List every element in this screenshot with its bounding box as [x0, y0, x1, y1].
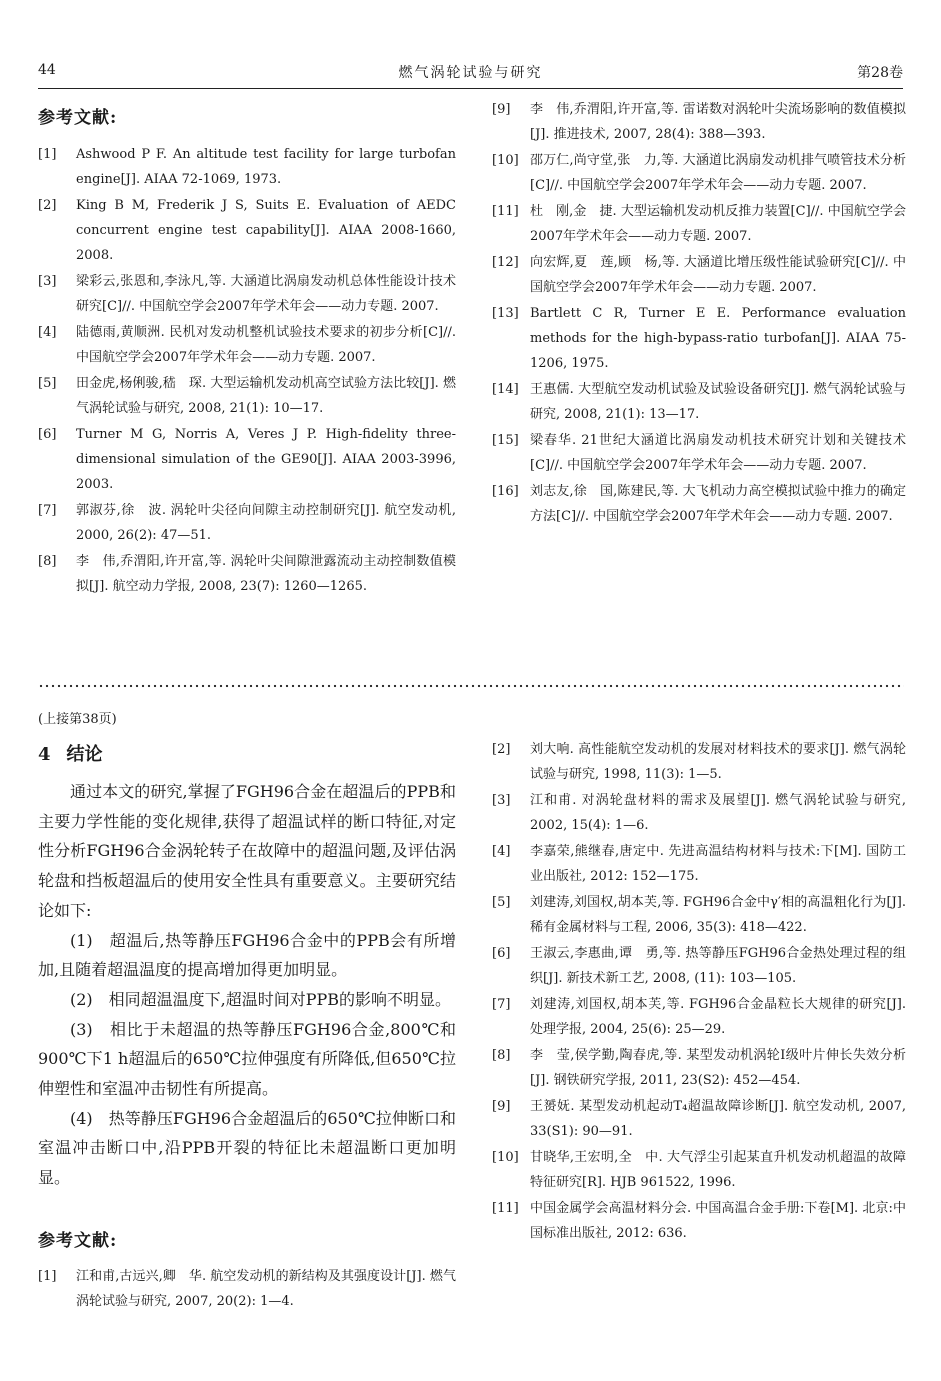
references-heading: 参考文献:: [38, 1231, 118, 1251]
reference-number: [9]: [492, 1099, 511, 1114]
reference-number: [5]: [492, 895, 511, 910]
reference-item: [492, 301, 906, 376]
reference-text: 刘建涛,刘国权,胡本芙,等. FGH96合金晶粒长大规律的研究[J]. 处理学报, 2004, 25(6): 25—29.: [530, 997, 906, 1037]
reference-number: [2]: [492, 742, 511, 757]
reference-number: [6]: [38, 427, 57, 442]
running-header: [38, 62, 903, 84]
section-title: 结论: [66, 744, 103, 765]
reference-item: [492, 788, 906, 838]
paragraph: (2) 相同超温温度下,超温时间对PPB的影响不明显。: [70, 989, 452, 1009]
reference-item: [492, 377, 906, 427]
reference-text: 王赟妩. 某型发动机起动T₄超温故障诊断[J]. 航空发动机, 2007, 33(S1): 90—91.: [530, 1099, 906, 1139]
paragraph: (1) 超温后,热等静压FGH96合金中的PPB会有所增加,且随着超温温度的提高增加得更加明显。: [38, 930, 456, 980]
reference-list: [38, 142, 456, 599]
reference-item: [492, 199, 906, 249]
reference-item: [492, 1043, 906, 1093]
reference-number: [8]: [492, 1048, 511, 1063]
volume-label: 第28卷: [857, 65, 903, 81]
reference-item: [492, 1094, 906, 1144]
conclusion-body: [38, 777, 456, 1193]
reference-number: [4]: [38, 325, 57, 340]
reference-list: [492, 97, 906, 529]
reference-number: [5]: [38, 376, 57, 391]
reference-text: 陆德雨,黄顺洲. 民机对发动机整机试验技术要求的初步分析[C]//. 中国航空学会2007年学术年会——动力专题. 2007.: [76, 325, 456, 365]
reference-number: [12]: [492, 255, 519, 270]
reference-number: [16]: [492, 484, 519, 499]
reference-text: 中国金属学会高温材料分会. 中国高温合金手册:下卷[M]. 北京:中国标准出版社, 2012: 636.: [530, 1201, 906, 1241]
journal-title: 燃气涡轮试验与研究: [398, 65, 543, 81]
reference-text: 梁彩云,张恩和,李泳凡,等. 大涵道比涡扇发动机总体性能设计技术研究[C]//. 中国航空学会2007年学术年会——动力专题. 2007.: [76, 274, 456, 314]
reference-item: [492, 479, 906, 529]
reference-item: [38, 422, 456, 497]
reference-text: Turner M G, Norris A, Veres J P. High-fidelity three-dimensional simulation of the GE90[J]. AIAA 2003-3996, 2003.: [76, 427, 456, 492]
continued-note: (上接第38页): [38, 712, 117, 727]
reference-number: [11]: [492, 204, 519, 219]
reference-text: 江和甫,古远兴,卿 华. 航空发动机的新结构及其强度设计[J]. 燃气涡轮试验与研究, 2007, 20(2): 1—4.: [76, 1269, 456, 1309]
reference-text: 向宏辉,夏 莲,顾 杨,等. 大涵道比增压级性能试验研究[C]//. 中国航空学会2007年学术年会——动力专题. 2007.: [530, 255, 906, 295]
lower-right-column: [492, 737, 906, 1247]
reference-text: 刘志友,徐 国,陈建民,等. 大飞机动力高空模拟试验中推力的确定方法[C]//. 中国航空学会2007年学术年会——动力专题. 2007.: [530, 484, 906, 524]
reference-text: King B M, Frederik J S, Suits E. Evaluation of AEDC concurrent engine test capability[J]. AIAA 2008-1660, 2008.: [76, 198, 456, 263]
reference-text: 刘建涛,刘国权,胡本芙,等. FGH96合金中γ′相的高温粗化行为[J]. 稀有金属材料与工程, 2006, 35(3): 418—422.: [530, 895, 906, 935]
reference-number: [14]: [492, 382, 519, 397]
reference-number: [6]: [492, 946, 511, 961]
reference-number: [3]: [38, 274, 57, 289]
reference-item: [492, 1145, 906, 1195]
reference-item: [492, 97, 906, 147]
header-rule: [38, 88, 903, 89]
reference-item: [492, 148, 906, 198]
lower-left-references: [38, 1264, 456, 1315]
reference-item: [38, 320, 456, 370]
reference-text: 李 莹,侯学勤,陶春虎,等. 某型发动机涡轮Ⅰ级叶片伸长失效分析[J]. 钢铁研究学报, 2011, 23(S2): 452—454.: [530, 1048, 906, 1088]
reference-text: 刘大响. 高性能航空发动机的发展对材料技术的要求[J]. 燃气涡轮试验与研究, 1998, 11(3): 1—5.: [530, 742, 906, 782]
paragraph: (4) 热等静压FGH96合金超温后的650℃拉伸断口和室温冲击断口中,沿PPB开裂的特征比未超温断口更加明显。: [38, 1108, 456, 1188]
reference-text: 梁春华. 21世纪大涵道比涡扇发动机技术研究计划和关键技术[C]//. 中国航空学会2007年学术年会——动力专题. 2007.: [530, 433, 906, 473]
paragraph: (3) 相比于未超温的热等静压FGH96合金,800℃和900℃下1 h超温后的650℃拉伸强度有所降低,但650℃拉伸塑性和室温冲击韧性有所提高。: [38, 1019, 456, 1099]
reference-item: [38, 269, 456, 319]
reference-item: [38, 371, 456, 421]
reference-text: 王淑云,李惠曲,谭 勇,等. 热等静压FGH96合金热处理过程的组织[J]. 新技术新工艺, 2008, (11): 103—105.: [530, 946, 906, 986]
reference-item: [38, 193, 456, 268]
reference-number: [7]: [492, 997, 511, 1012]
reference-list: [38, 1264, 456, 1314]
reference-list: [492, 737, 906, 1246]
section-heading: [38, 740, 103, 766]
reference-item: [492, 737, 906, 787]
references-heading: 参考文献:: [38, 108, 118, 128]
reference-text: 邵万仁,尚守堂,张 力,等. 大涵道比涡扇发动机排气喷管技术分析[C]//. 中国航空学会2007年学术年会——动力专题. 2007.: [530, 153, 906, 193]
reference-number: [10]: [492, 153, 519, 168]
reference-item: [38, 1264, 456, 1314]
reference-number: [3]: [492, 793, 511, 808]
upper-right-column: [492, 97, 906, 530]
reference-text: 王惠儒. 大型航空发动机试验及试验设备研究[J]. 燃气涡轮试验与研究, 2008, 21(1): 13—17.: [530, 382, 906, 422]
reference-item: [492, 428, 906, 478]
reference-number: [8]: [38, 554, 57, 569]
page-number: 44: [38, 62, 56, 78]
reference-text: Bartlett C R, Turner E E. Performance evaluation methods for the high-bypass-ratio turbofan[J]. AIAA 75-1206, 1975.: [530, 306, 906, 371]
reference-text: 江和甫. 对涡轮盘材料的需求及展望[J]. 燃气涡轮试验与研究, 2002, 15(4): 1—6.: [530, 793, 906, 833]
reference-text: 田金虎,杨俐骏,嵇 琛. 大型运输机发动机高空试验方法比较[J]. 燃气涡轮试验与研究, 2008, 21(1): 10—17.: [76, 376, 456, 416]
reference-item: [492, 890, 906, 940]
paragraph: 通过本文的研究,掌握了FGH96合金在超温后的PPB和主要力学性能的变化规律,获得了超温试样的断口特征,对定性分析FGH96合金涡轮转子在故障中的超温问题,及评估涡轮盘和挡板超温后的使用安全性具有重要意义。主要研究结论如下:: [38, 782, 456, 920]
reference-item: [492, 839, 906, 889]
reference-number: [1]: [38, 147, 57, 162]
upper-left-column: [38, 103, 456, 600]
reference-item: [38, 142, 456, 192]
reference-text: 杜 刚,金 捷. 大型运输机发动机反推力装置[C]//. 中国航空学会2007年学术年会——动力专题. 2007.: [530, 204, 906, 244]
article-separator: [38, 683, 904, 689]
reference-item: [38, 549, 456, 599]
reference-text: Ashwood P F. An altitude test facility for large turbofan engine[J]. AIAA 72-1069, 1973.: [76, 147, 456, 187]
reference-number: [1]: [38, 1269, 57, 1284]
reference-number: [11]: [492, 1201, 519, 1216]
reference-text: 李 伟,乔渭阳,许开富,等. 涡轮叶尖间隙泄露流动主动控制数值模拟[J]. 航空动力学报, 2008, 23(7): 1260—1265.: [76, 554, 456, 594]
reference-number: [15]: [492, 433, 519, 448]
section-number: 4: [38, 744, 51, 765]
reference-text: 李 伟,乔渭阳,许开富,等. 雷诺数对涡轮叶尖流场影响的数值模拟[J]. 推进技术, 2007, 28(4): 388—393.: [530, 102, 906, 142]
reference-text: 李嘉荣,熊继春,唐定中. 先进高温结构材料与技术:下[M]. 国防工业出版社, 2012: 152—175.: [530, 844, 906, 884]
reference-item: [38, 498, 456, 548]
reference-text: 郭淑芬,徐 波. 涡轮叶尖径向间隙主动控制研究[J]. 航空发动机, 2000, 26(2): 47—51.: [76, 503, 456, 543]
reference-number: [10]: [492, 1150, 519, 1165]
reference-item: [492, 250, 906, 300]
reference-item: [492, 1196, 906, 1246]
reference-text: 甘晓华,王宏明,全 中. 大气浮尘引起某直升机发动机超温的故障特征研究[R]. HJB 961522, 1996.: [530, 1150, 906, 1190]
reference-number: [13]: [492, 306, 519, 321]
reference-number: [4]: [492, 844, 511, 859]
reference-item: [492, 941, 906, 991]
reference-number: [7]: [38, 503, 57, 518]
reference-number: [2]: [38, 198, 57, 213]
reference-item: [492, 992, 906, 1042]
reference-number: [9]: [492, 102, 511, 117]
